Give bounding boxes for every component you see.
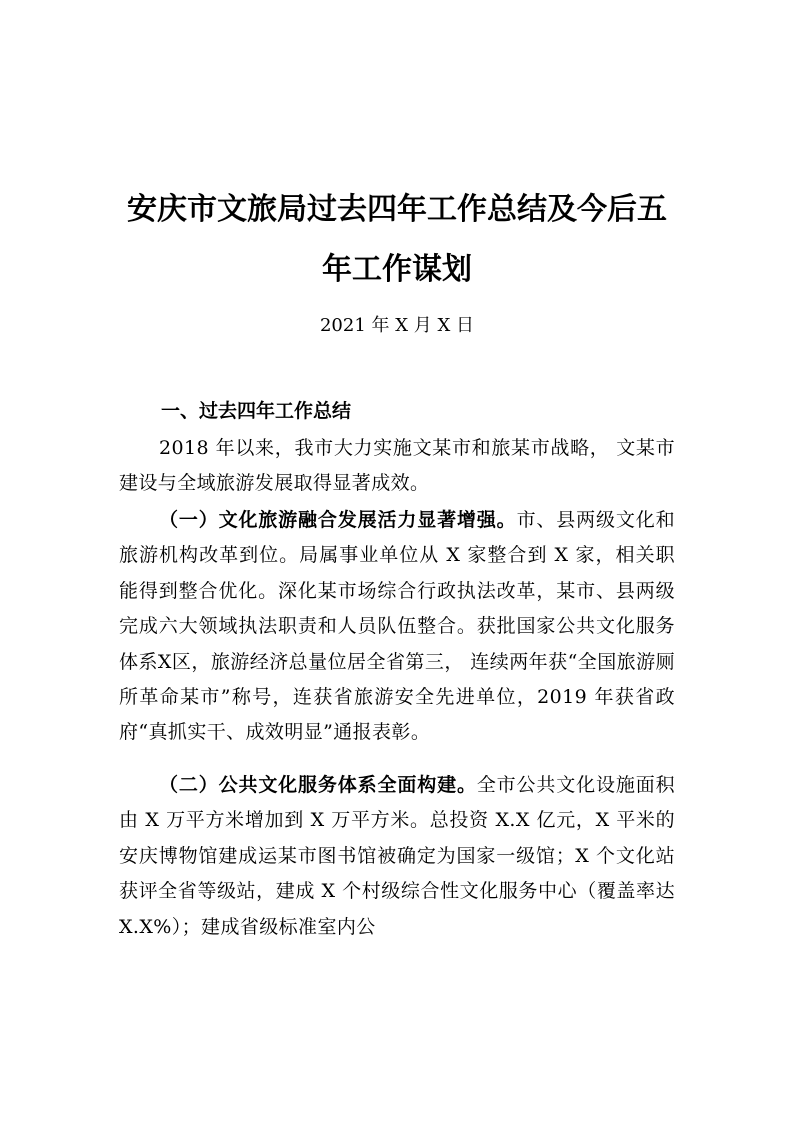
paragraph-body: 市、县两级文化和旅游机构改革到位。局属事业单位从 X 家整合到 X 家，相关职能得到整合优化。深化某市场综合行政执法改革，某市、县两级完成六大领域执法职责和人员队伍整合。获批国家公共文化服务体系X区，旅游经济总量位居全省第三， 连续两年获“全国旅游厕所革命某市”称号，连获省旅游安全先进单位，2019 年获省政府“真抓实干、成效明显”通报表彰。: [119, 509, 676, 744]
paragraph-public-culture: [119, 768, 675, 945]
document-title-line1: 安庆市文旅局过去四年工作总结及今后五: [127, 192, 667, 227]
section-heading: 一、过去四年工作总结: [161, 400, 352, 422]
document-date: 2021 年 X 月 X 日: [319, 315, 475, 336]
paragraph-lead: （二）公共文化服务体系全面构建。: [159, 774, 477, 796]
intro-paragraph: 2018 年以来，我市大力实施文某市和旅某市战略， 文某市建设与全域旅游发展取得显著成效。: [119, 437, 675, 495]
paragraph-culture-tourism: [119, 503, 675, 751]
document-title-line2: 年工作谋划: [322, 252, 472, 287]
paragraph-lead: （一）文化旅游融合发展活力显著增强。: [159, 509, 517, 531]
paragraph-body: 全市公共文化设施面积由 X 万平方米增加到 X 万平方米。总投资 X.X 亿元，X 平米的安庆博物馆建成运某市图书馆被确定为国家一级馆；X 个文化站获评全省等级站，建成 X 个村级综合性文化服务中心（覆盖率达 X.X%）；建成省级标准室内公: [119, 774, 675, 938]
